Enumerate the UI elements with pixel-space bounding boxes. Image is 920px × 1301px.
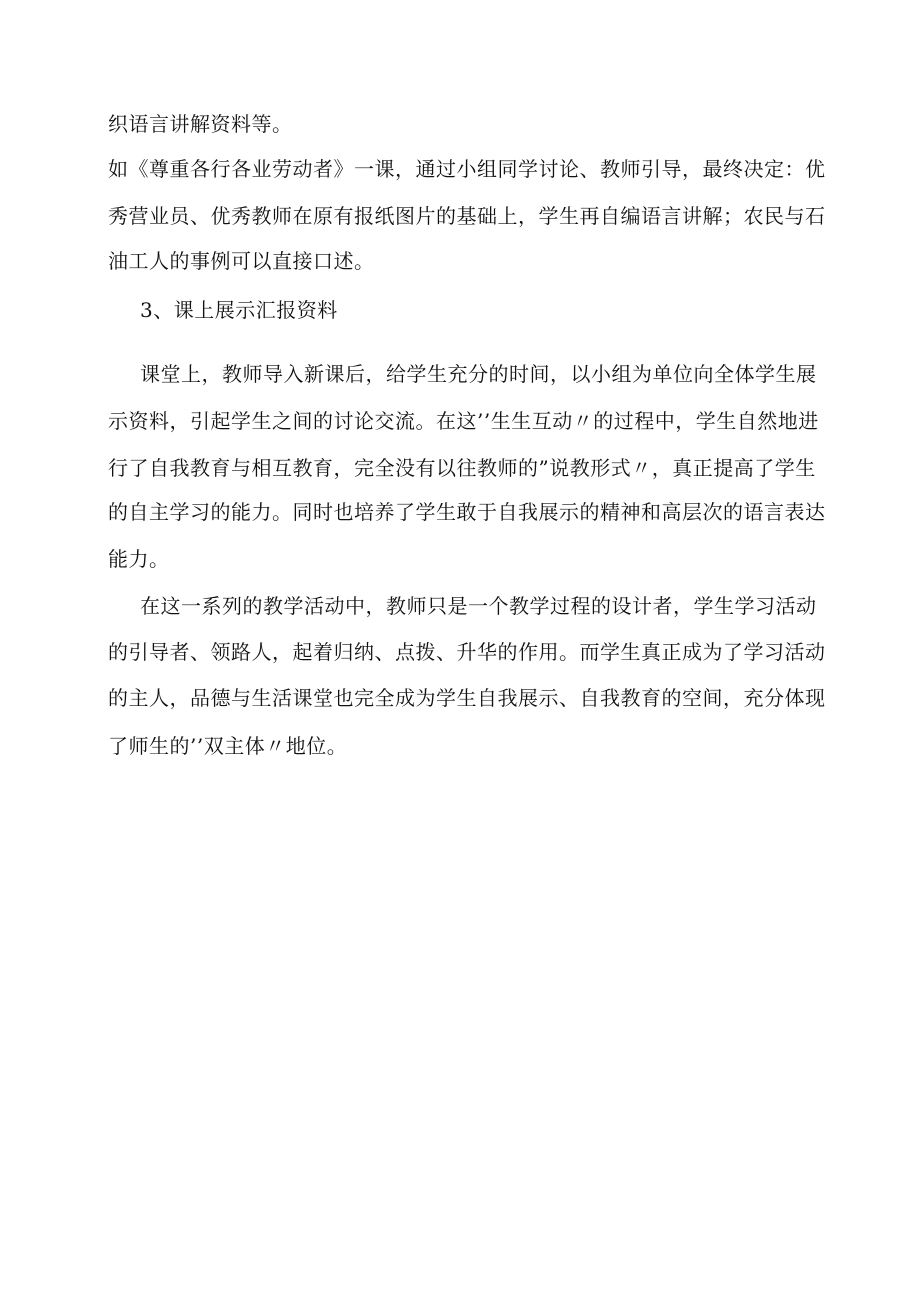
paragraph-line: 课堂上，教师导入新课后，给学生充分的时间，以小组为单位向全体学生展 (140, 362, 817, 386)
paragraph-line: 能力。 (108, 547, 170, 571)
paragraph-line: 在这一系列的教学活动中，教师只是一个教学过程的设计者，学生学习活动 (140, 594, 817, 618)
paragraph-line: 的自主学习的能力。同时也培养了学生敢于自我展示的精神和高层次的语言表达 (108, 500, 826, 524)
paragraph-line: 的主人，品德与生活课堂也完全成为学生自我展示、自我教育的空间，充分体现 (108, 686, 826, 710)
paragraph-line: 织语言讲解资料等。 (108, 112, 293, 136)
paragraph-line: 行了自我教育与相互教育，完全没有以往教师的”说教形式〃，真正提高了学生 (108, 456, 816, 480)
paragraph-line: 示资料，引起学生之间的讨论交流。在这’’生生互动〃的过程中，学生自然地进 (108, 409, 819, 433)
paragraph-line: 油工人的事例可以直接口述。 (108, 249, 375, 273)
paragraph-line: 秀营业员、优秀教师在原有报纸图片的基础上，学生再自编语言讲解；农民与石 (108, 204, 826, 228)
section-heading: 3、课上展示汇报资料 (140, 298, 338, 322)
paragraph-line: 如《尊重各行各业劳动者》一课，通过小组同学讨论、教师引导，最终决定：优 (108, 157, 826, 181)
paragraph-line: 了师生的’’双主体〃地位。 (108, 734, 348, 758)
paragraph-line: 的引导者、领路人，起着归纳、点拨、升华的作用。而学生真正成为了学习活动 (108, 640, 826, 664)
